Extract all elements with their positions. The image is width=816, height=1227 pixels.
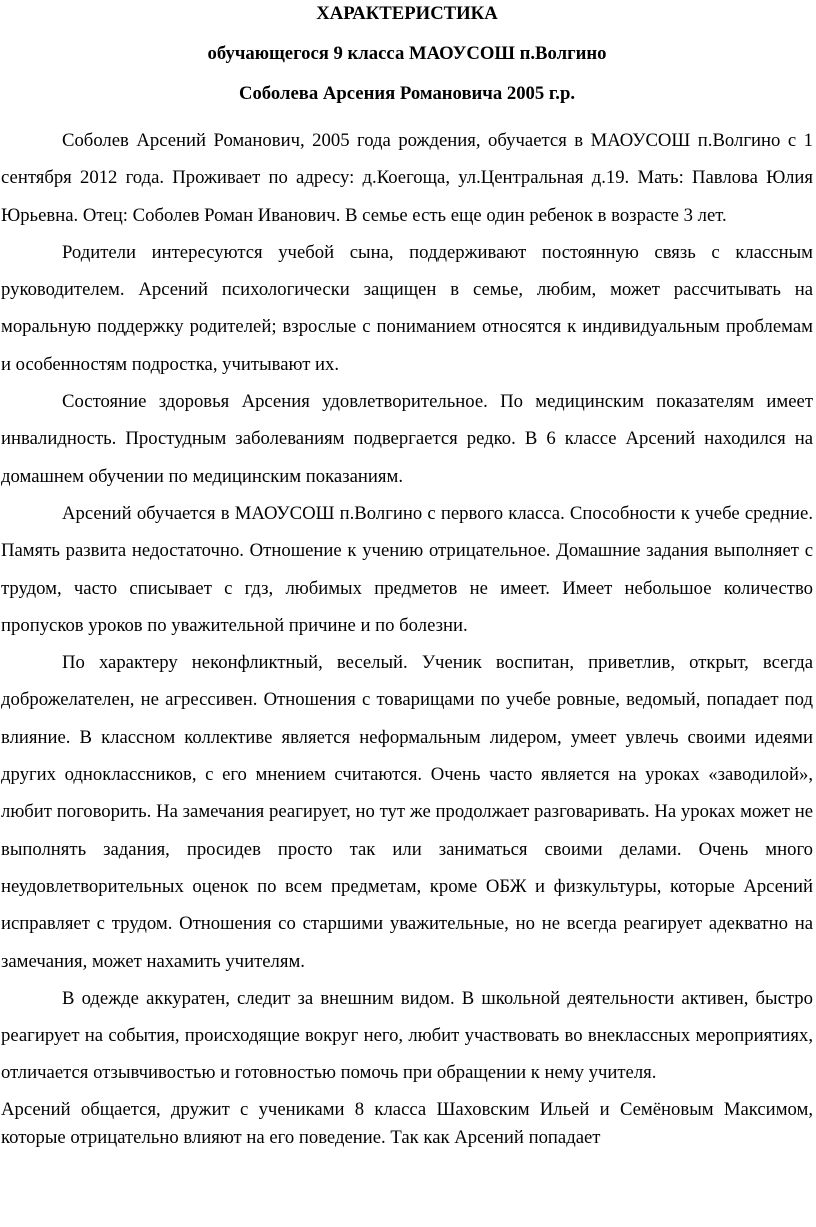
paragraph-parents: Родители интересуются учебой сына, поддерживают постоянную связь с классным руководителем. Арсений психологически защищен в семье, любим, может рассчитывать на моральную поддержку родителей; взрослые с пониманием относятся к индивидуальным проблемам и особенностям подростка, учитывают их. xyxy=(1,241,813,375)
paragraph-personal-info: Соболев Арсений Романович, 2005 года рождения, обучается в МАОУСОШ п.Волгино с 1 сентября 2012 года. Проживает по адресу: д.Коегоща, ул.Центральная д.19. Мать: Павлова Юлия Юрьевна. Отец: Соболев Роман Иванович. В семье есть еще один ребенок в возрасте 3 лет. xyxy=(1,130,813,226)
document-title: ХАРАКТЕРИСТИКА xyxy=(316,3,498,24)
paragraph-health: Состояние здоровья Арсения удовлетворительное. По медицинским показателям имеет инвалидность. Простудным заболеваниям подвергается редко. В 6 классе Арсений находился на домашнем обучении по медицинским показаниям. xyxy=(1,391,813,487)
paragraph-appearance: В одежде аккуратен, следит за внешним видом. В школьной деятельности активен, быстро реагирует на события, происходящие вокруг него, любит участвовать во внеклассных мероприятиях, отличается отзывчивостью и готовностью помочь при обращении к нему учителя. xyxy=(1,987,813,1084)
student-name-heading: Соболева Арсения Романовича 2005 г.р. xyxy=(238,83,576,104)
paragraph-character: По характеру неконфликтный, веселый. Ученик воспитан, приветлив, открыт, всегда доброжелателен, не агрессивен. Отношения с товарищами по учебе ровные, ведомый, попадает под влияние. В классном коллективе является неформальным лидером, умеет увлечь своими идеями других одноклассников, с его мнением считаются. Очень часто является на уроках «заводилой», любит поговорить. На замечания реагирует, но тут же продолжает разговаривать. На уроках может не выполнять задания, просидев просто так или заниматься своими делами. Очень много неудовлетворительных оценок по всем предметам, кроме ОБЖ и физкультуры, которые Арсений исправляет с трудом. Отношения со старшими уважительные, но не всегда реагирует адекватно на замечания, может нахамить учителям. xyxy=(1,652,813,972)
paragraph-study: Арсений обучается в МАОУСОШ п.Волгино с первого класса. Способности к учебе средние. Память развита недостаточно. Отношение к учению отрицательное. Домашние задания выполняет с трудом, часто списывает с гдз, любимых предметов не имеет. Имеет небольшое количество пропусков уроков по уважительной причине и по болезни. xyxy=(1,502,813,636)
document-subtitle: обучающегося 9 класса МАОУСОШ п.Волгино xyxy=(207,43,607,64)
paragraph-friends: Арсений общается, дружит с учениками 8 класса Шаховским Ильей и Семёновым Максимом, которые отрицательно влияют на его поведение. Так как Арсений попадает xyxy=(1,1098,813,1149)
